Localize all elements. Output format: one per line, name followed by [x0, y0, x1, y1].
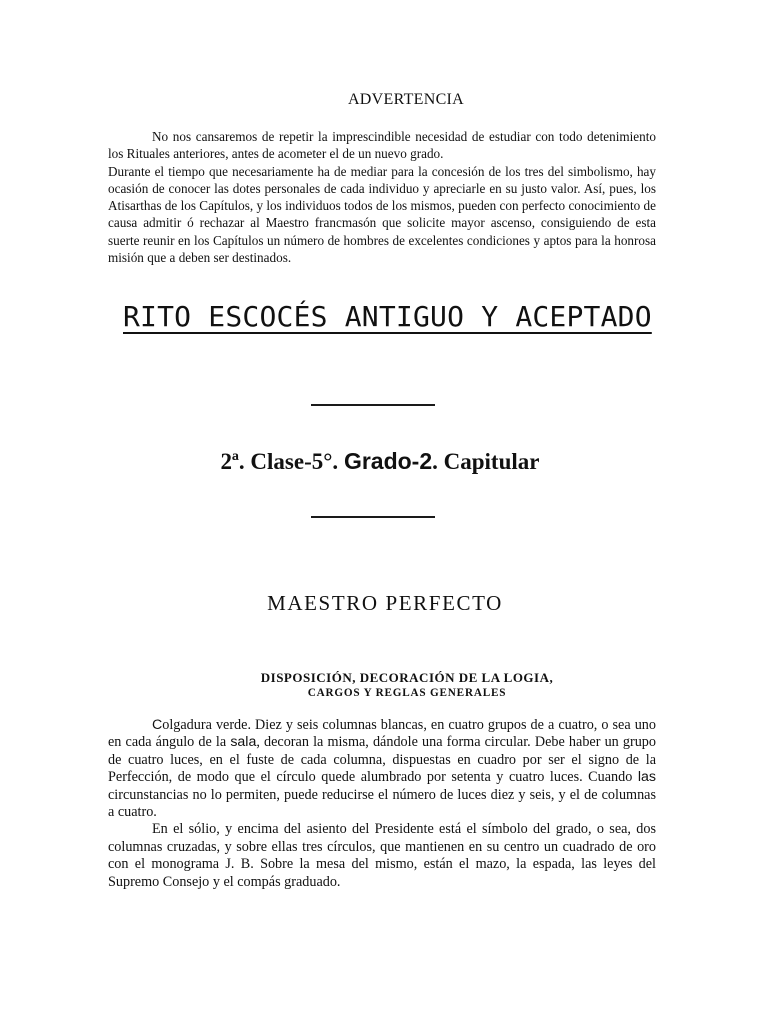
advertencia-heading: ADVERTENCIA: [347, 91, 465, 108]
grade-line-capitular: . Capitular: [432, 449, 540, 474]
intro-paragraph-1: No nos cansaremos de repetir la imprescindible necesidad de estudiar con todo detenimiento los Rituales anteriores, antes de acometer el de un nuevo grado.: [108, 129, 656, 162]
intro-paragraph-2: Durante el tiempo que necesariamente ha de mediar para la concesión de los tres del simbolismo, hay ocasión de conocer las dotes personales de cada individuo y apreciarle en su justo valor. Así, pues, los Atisarthas de los Capítulos, y los individuos todos de los mismos, pueden con perfecto conocimiento de causa admitir ó rechazar al Maestro francmasón que solicite mayor ascenso, consiguiendo de esta suerte reunir en los Capítulos un número de hombres de excelentes condiciones y aptos para la honrosa misión que a deben ser destinados.: [108, 163, 656, 266]
body-p1-part-3: circunstancias no lo permiten, puede reducirse el número de luces diez y seis, y el de columnas a cuatro.: [108, 786, 656, 821]
rite-title: RITO ESCOCÉS ANTIGUO Y ACEPTADO: [123, 300, 652, 333]
body-paragraph-2: En el sólio, y encima del asiento del Presidente está el símbolo del grado, o sea, dos columnas cruzadas, y sobre ellas tres círculos, que mantienen en su centro un cuadrado de oro con el monograma J. B. Sobre la mesa del mismo, están el mazo, la espada, las leyes del Supremo Consejo y el compás graduado.: [108, 821, 656, 890]
divider-rule-top: [311, 404, 435, 406]
body-p1-initial: C: [152, 717, 163, 733]
body-p1-part-2: , decoran la misma, dándole una forma circular. Debe haber un grupo de cuatro luces, en el fuste de cada columna, dispuestas en cuadro por ser el signo de la Perfección, de modo que el círculo quede alumbrado por setenta y cuatro luces. Cuando: [108, 734, 656, 786]
degree-title: MAESTRO PERFECTO: [267, 591, 503, 615]
grade-line-class: 2ª. Clase-5°.: [220, 449, 344, 474]
body-p1-sala: sala: [230, 734, 257, 751]
grade-line: [0, 448, 760, 475]
body-p1-las: las: [637, 769, 656, 786]
body-paragraph-1: [108, 717, 656, 821]
divider-rule-bottom: [311, 516, 435, 518]
section-heading-line-2: CARGOS Y REGLAS GENERALES: [307, 687, 507, 699]
body-p1-part-1: olgadura verde. Diez y seis columnas blancas, en cuatro grupos de a cuatro, o sea uno en cada ángulo de la: [108, 717, 656, 751]
body-text: [108, 717, 656, 891]
section-heading-line-1: DISPOSICIÓN, DECORACIÓN DE LA LOGIA,: [260, 670, 554, 685]
grade-line-grado: Grado-2: [343, 448, 433, 474]
intro-text: [108, 128, 656, 266]
